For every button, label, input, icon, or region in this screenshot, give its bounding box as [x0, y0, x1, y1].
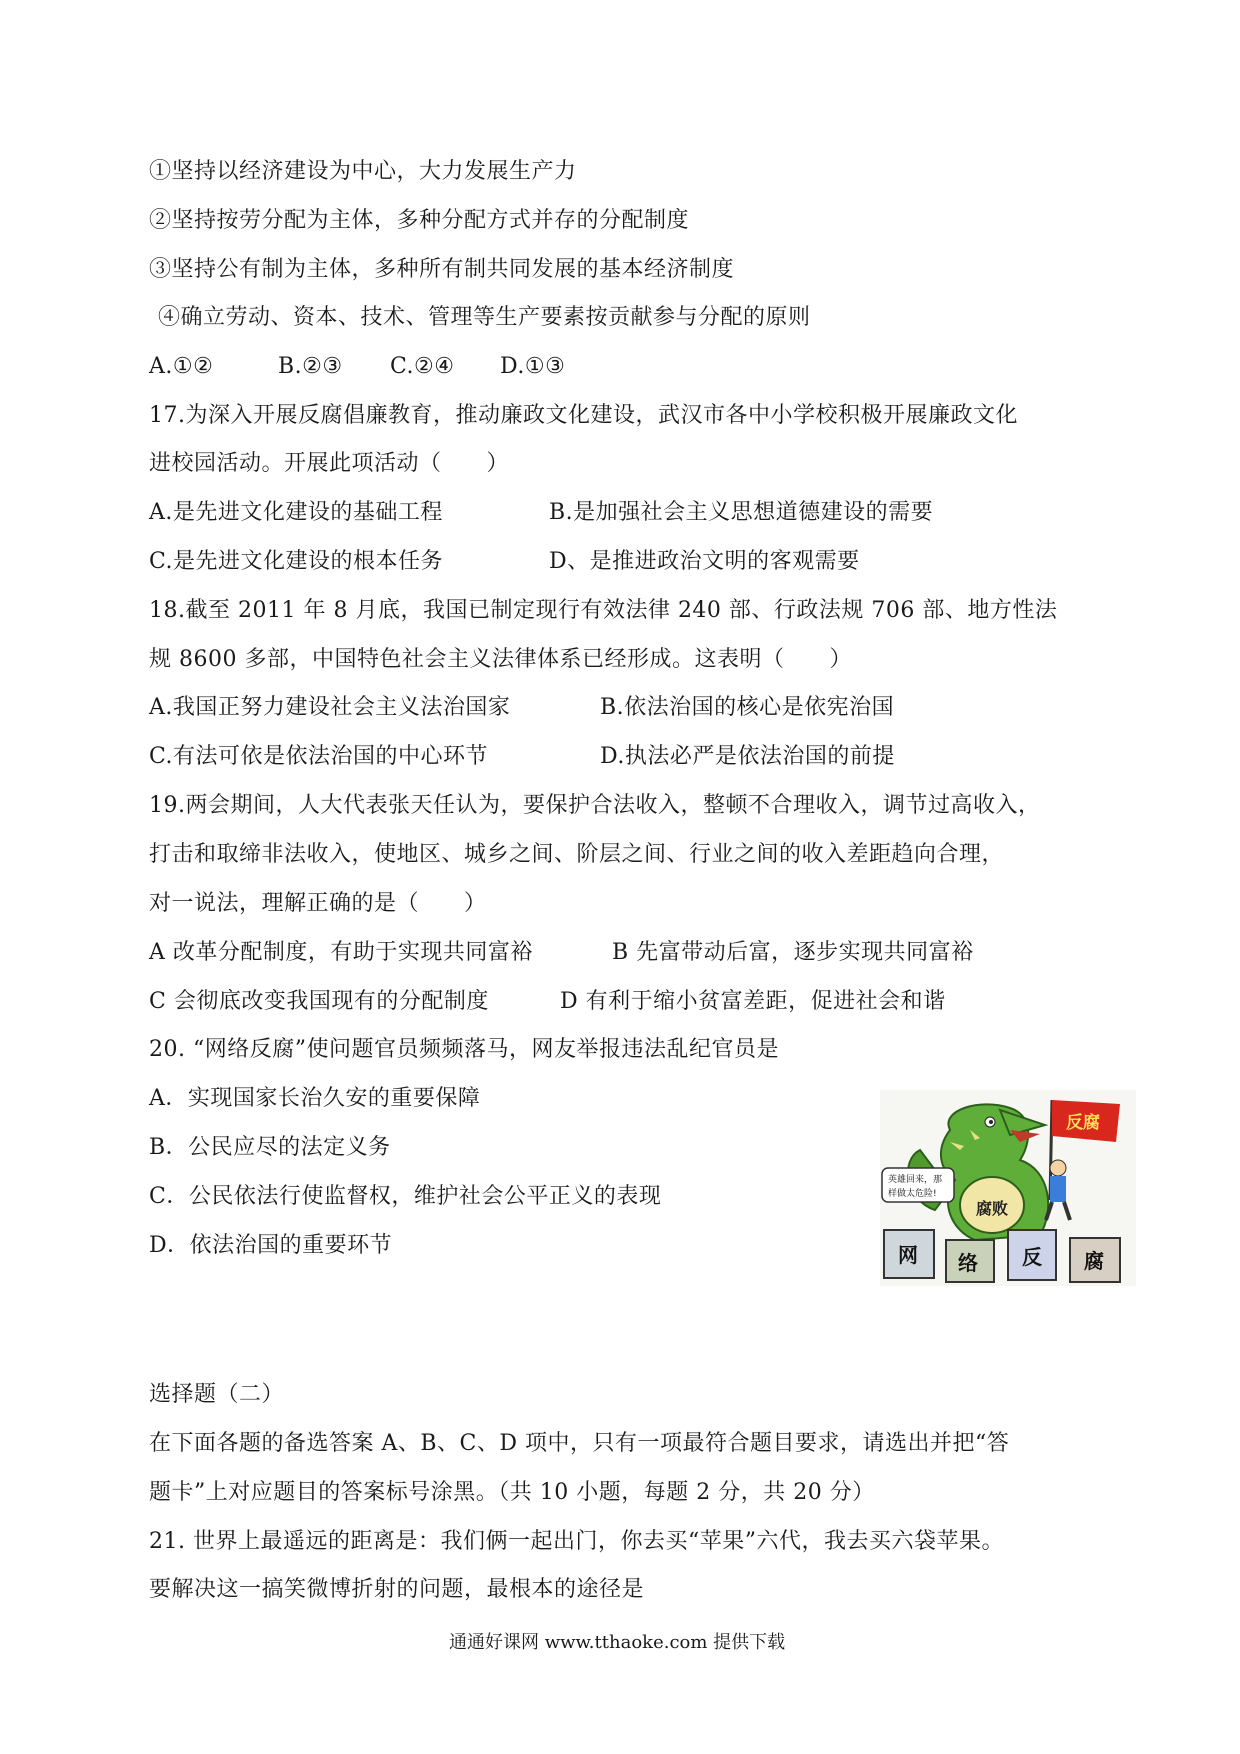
- screen-label-1: 网: [898, 1243, 918, 1267]
- q19-option-a: A 改革分配制度，有助于实现共同富裕: [149, 940, 533, 965]
- q20-option-c: C．公民依法行使监督权，维护社会公平正义的表现: [149, 1184, 662, 1209]
- q16-item-1: ①坚持以经济建设为中心，大力发展生产力: [149, 159, 577, 184]
- q17-option-c: C.是先进文化建设的根本任务: [149, 549, 444, 574]
- q16-option-c: C.②④: [390, 354, 455, 379]
- dragon-belly-label: 腐败: [976, 1199, 1009, 1218]
- q20-option-a: A．实现国家长治久安的重要保障: [149, 1086, 481, 1111]
- section2-title: 选择题（二）: [149, 1382, 285, 1407]
- q21-stem-line-1: 21. 世界上最遥远的距离是：我们俩一起出门，你去买“苹果”六代，我去买六袋苹果。: [149, 1529, 1004, 1554]
- q16-item-4: ④确立劳动、资本、技术、管理等生产要素按贡献参与分配的原则: [158, 305, 811, 330]
- screen-label-3: 反: [1022, 1245, 1042, 1269]
- speech-line-2: 样做太危险!: [888, 1189, 937, 1199]
- q16-option-a: A.①②: [149, 354, 214, 379]
- q17-option-d: D、是推进政治文明的客观需要: [549, 549, 860, 574]
- q19-stem-line-2: 打击和取缔非法收入，使地区、城乡之间、阶层之间、行业之间的收入差距趋向合理，: [149, 842, 1005, 867]
- screen-label-4: 腐: [1084, 1249, 1104, 1273]
- q20-option-d: D．依法治国的重要环节: [149, 1233, 393, 1258]
- q19-stem-line-1: 19.两会期间，人大代表张天任认为，要保护合法收入，整顿不合理收入，调节过高收入，: [149, 793, 1041, 818]
- section2-instructions-line-1: 在下面各题的备选答案 A、B、C、D 项中，只有一项最符合题目要求，请选出并把“答: [149, 1431, 1010, 1456]
- q16-item-2: ②坚持按劳分配为主体，多种分配方式并存的分配制度: [149, 208, 690, 233]
- q16-item-3: ③坚持公有制为主体，多种所有制共同发展的基本经济制度: [149, 257, 735, 282]
- q19-option-d: D 有利于缩小贫富差距，促进社会和谐: [560, 989, 946, 1014]
- q17-option-a: A.是先进文化建设的基础工程: [149, 500, 443, 525]
- q17-stem-line-2: 进校园活动。开展此项活动（ ）: [149, 451, 510, 476]
- q18-option-b: B.依法治国的核心是依宪治国: [600, 695, 895, 720]
- q19-stem-line-3: 对一说法，理解正确的是（ ）: [149, 891, 487, 916]
- q19-option-c: C 会彻底改变我国现有的分配制度: [149, 989, 489, 1014]
- screen-label-2: 络: [958, 1251, 978, 1275]
- q18-option-a: A.我国正努力建设社会主义法治国家: [149, 695, 511, 720]
- section2-instructions-line-2: 题卡”上对应题目的答案标号涂黑。（共 10 小题，每题 2 分，共 20 分）: [149, 1480, 875, 1505]
- q18-option-d: D.执法必严是依法治国的前提: [600, 744, 895, 769]
- q18-option-c: C.有法可依是依法治国的中心环节: [149, 744, 489, 769]
- page-footer: 通通好课网 www.tthaoke.com 提供下载: [449, 1632, 786, 1653]
- q21-stem-line-2: 要解决这一搞笑微博折射的问题，最根本的途径是: [149, 1577, 645, 1602]
- q18-stem-line-1: 18.截至 2011 年 8 月底，我国已制定现行有效法律 240 部、行政法规 706 部、地方性法: [149, 598, 1058, 623]
- q16-option-d: D.①③: [500, 354, 566, 379]
- speech-line-1: 英雄回来，那: [888, 1175, 943, 1185]
- q20-stem: 20. “网络反腐”使问题官员频频落马，网友举报违法乱纪官员是: [149, 1037, 779, 1062]
- flag-label: 反腐: [1066, 1113, 1100, 1133]
- q20-option-b: B．公民应尽的法定义务: [149, 1135, 391, 1160]
- q19-option-b: B 先富带动后富，逐步实现共同富裕: [612, 940, 974, 965]
- anti-corruption-cartoon: [880, 1090, 1136, 1286]
- q18-stem-line-2: 规 8600 多部，中国特色社会主义法律体系已经形成。这表明（ ）: [149, 647, 852, 672]
- q16-option-b: B.②③: [278, 354, 343, 379]
- q17-option-b: B.是加强社会主义思想道德建设的需要: [549, 500, 934, 525]
- q17-stem-line-1: 17.为深入开展反腐倡廉教育，推动廉政文化建设，武汉市各中小学校积极开展廉政文化: [149, 403, 1018, 428]
